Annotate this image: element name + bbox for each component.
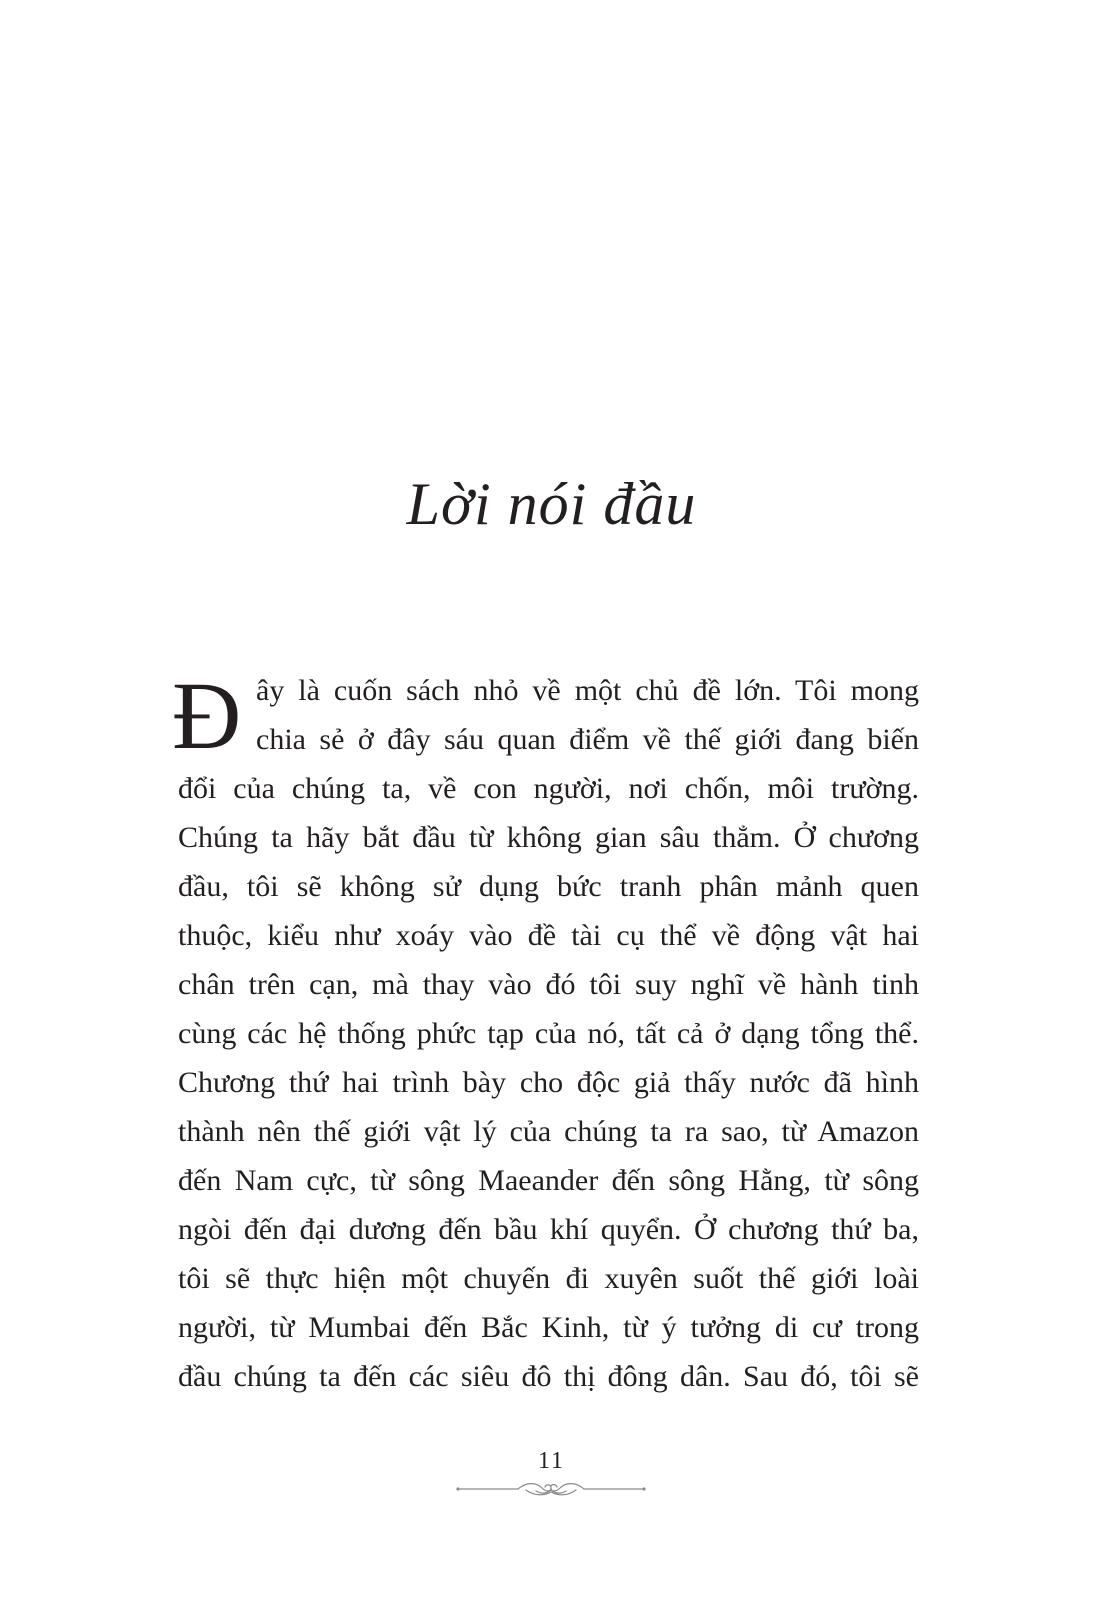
text-line: Chương thứ hai trình bày cho độc giả thấy nước đã hình (178, 1066, 919, 1099)
text-line: thành nên thế giới vật lý của chúng ta ra sao, từ Amazon (178, 1115, 919, 1148)
chapter-title: Lời nói đầu (406, 471, 697, 537)
body-paragraph (178, 666, 919, 1401)
text-line: đầu chúng ta đến các siêu đô thị đông dân. Sau đó, tôi sẽ (178, 1360, 919, 1393)
flourish-divider-icon (456, 1478, 646, 1500)
text-line: ngòi đến đại dương đến bầu khí quyển. Ở chương thứ ba, (178, 1213, 919, 1246)
text-line: thuộc, kiểu như xoáy vào đề tài cụ thể về động vật hai (178, 919, 919, 952)
drop-cap: Đ (172, 662, 242, 769)
text-line: người, từ Mumbai đến Bắc Kinh, từ ý tưởng di cư trong (178, 1311, 919, 1344)
text-line: tôi sẽ thực hiện một chuyến đi xuyên suốt thế giới loài (178, 1262, 919, 1295)
text-line: cùng các hệ thống phức tạp của nó, tất cả ở dạng tổng thể. (178, 1017, 919, 1050)
text-line: đầu, tôi sẽ không sử dụng bức tranh phân mảnh quen (178, 870, 919, 903)
text-line: ây là cuốn sách nhỏ về một chủ đề lớn. Tôi mong (256, 674, 919, 707)
text-line: Chúng ta hãy bắt đầu từ không gian sâu thẳm. Ở chương (178, 821, 919, 854)
text-line: đến Nam cực, từ sông Maeander đến sông Hằng, từ sông (178, 1164, 919, 1197)
text-line: chia sẻ ở đây sáu quan điểm về thế giới đang biến (256, 723, 919, 756)
page-number: 11 (537, 1448, 566, 1474)
text-line: đổi của chúng ta, về con người, nơi chốn, môi trường. (178, 772, 919, 805)
text-line: chân trên cạn, mà thay vào đó tôi suy nghĩ về hành tinh (178, 968, 919, 1001)
